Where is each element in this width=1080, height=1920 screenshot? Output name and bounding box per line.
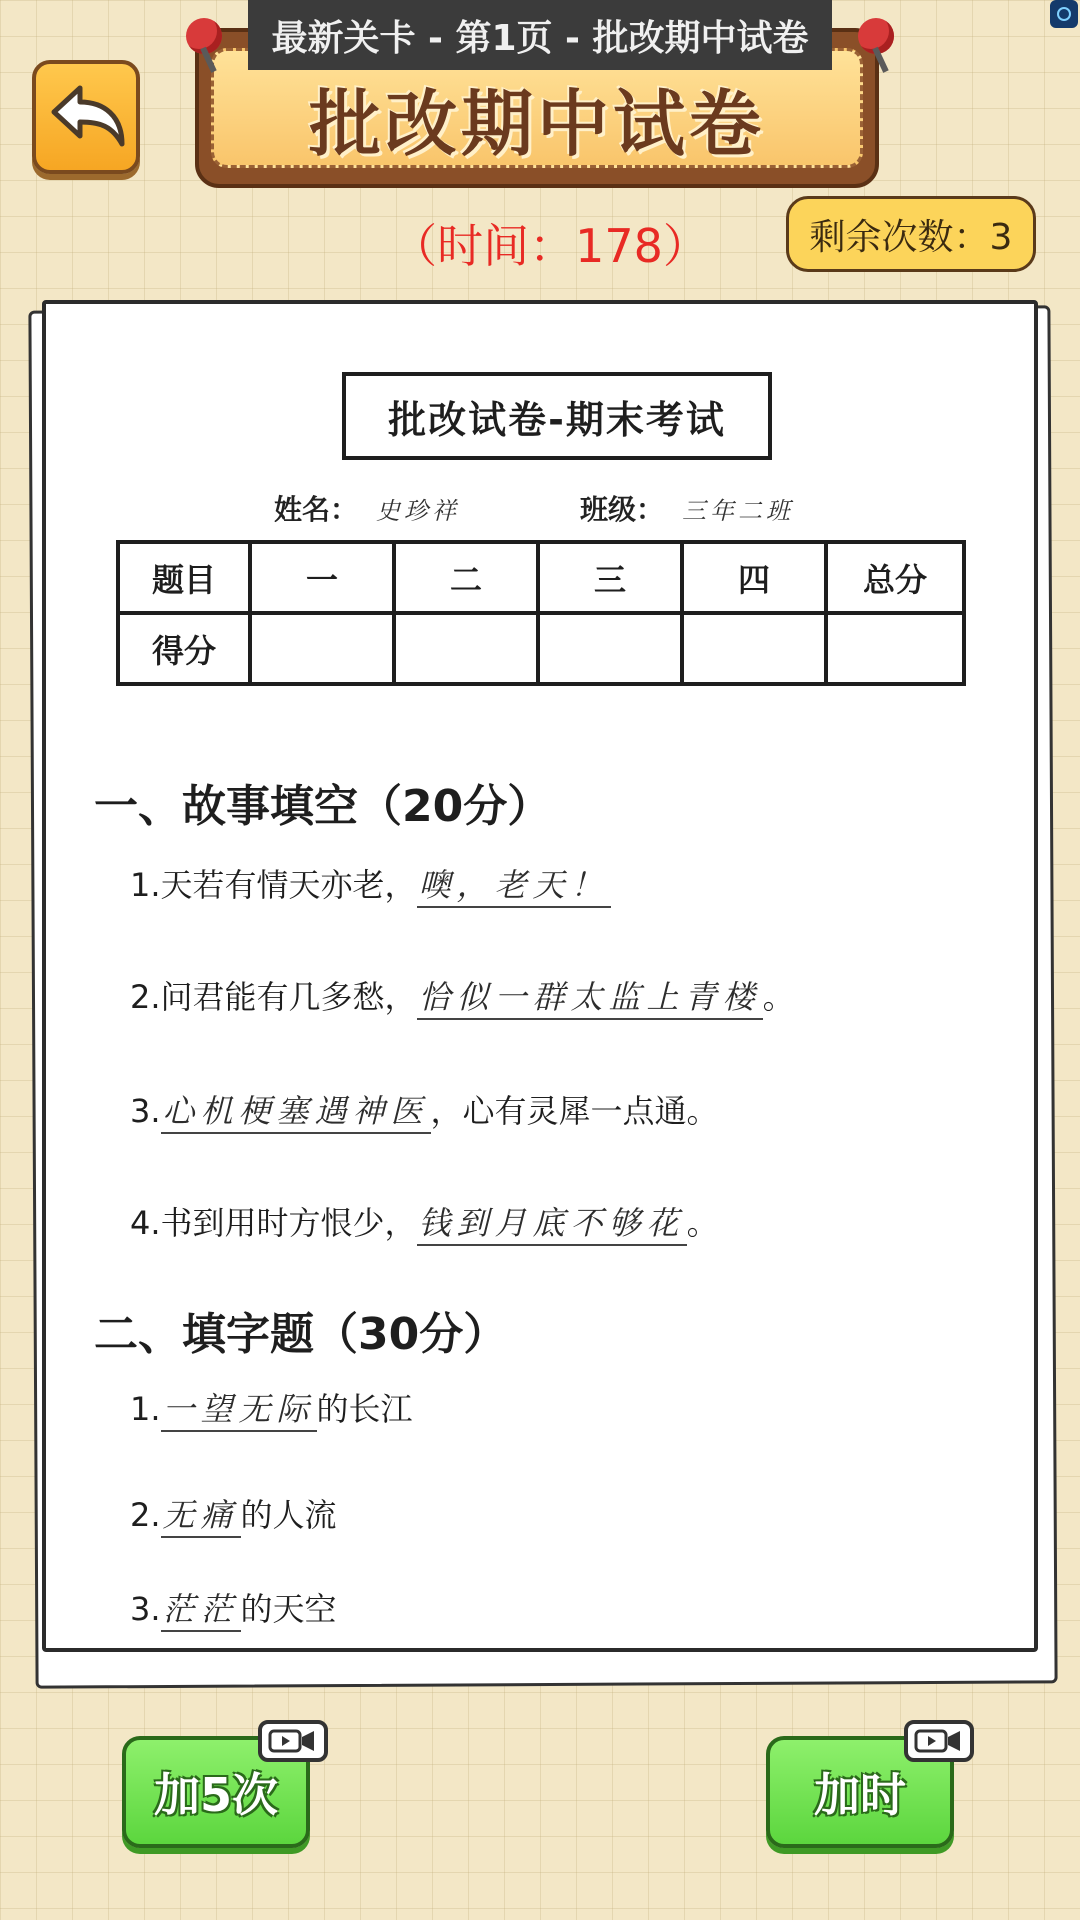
question-text: 。 xyxy=(686,1204,719,1242)
table-header-cell: 二 xyxy=(394,542,538,613)
table-header-cell: 题目 xyxy=(118,542,250,613)
question-text: 的人流 xyxy=(240,1496,337,1534)
question-text: 1. xyxy=(130,1390,161,1428)
question-text: 4.书到用时方恨少， xyxy=(130,1204,417,1242)
app-badge-icon xyxy=(1050,0,1078,28)
question-text: 2. xyxy=(130,1496,161,1534)
pin-left-icon xyxy=(186,18,222,54)
answer-text[interactable]: 噢，老天！ xyxy=(417,866,611,908)
question-item xyxy=(130,1490,337,1536)
video-camera-icon xyxy=(258,1720,328,1762)
answer-text[interactable]: 恰似一群太监上青楼 xyxy=(417,978,763,1020)
question-text: 。 xyxy=(762,978,795,1016)
question-item xyxy=(130,972,795,1018)
score-cell[interactable] xyxy=(682,613,826,684)
class-label: 班级： xyxy=(580,493,665,526)
table-header-cell: 一 xyxy=(250,542,394,613)
score-cell[interactable] xyxy=(538,613,682,684)
answer-text[interactable]: 心机梗塞遇神医 xyxy=(161,1092,431,1134)
video-camera-icon xyxy=(904,1720,974,1762)
class-value[interactable]: 三年二班 xyxy=(682,497,795,525)
score-cell[interactable] xyxy=(250,613,394,684)
page-title: 批改期中试卷 xyxy=(308,82,765,166)
question-text: 1.天若有情天亦老， xyxy=(130,866,417,904)
score-row-label: 得分 xyxy=(118,613,250,684)
answer-text[interactable]: 钱到月底不够花 xyxy=(417,1204,687,1246)
section-title: 二、填字题（30分） xyxy=(94,1309,508,1360)
question-text: 的天空 xyxy=(240,1590,337,1628)
answer-text[interactable]: 一望无际 xyxy=(161,1390,317,1432)
question-text: ，心有灵犀一点通。 xyxy=(430,1092,719,1130)
name-value[interactable]: 史珍祥 xyxy=(376,497,461,525)
name-label: 姓名： xyxy=(274,493,359,526)
table-row xyxy=(118,542,964,613)
table-row xyxy=(118,613,964,684)
level-banner: 最新关卡 - 第1页 - 批改期中试卷 xyxy=(248,0,832,70)
question-item xyxy=(130,1384,413,1430)
question-item xyxy=(130,1584,337,1630)
answer-text[interactable]: 茫茫 xyxy=(161,1590,241,1632)
answer-text[interactable]: 无痛 xyxy=(161,1496,241,1538)
score-cell[interactable] xyxy=(394,613,538,684)
question-text: 3. xyxy=(130,1590,161,1628)
score-table xyxy=(116,540,966,686)
back-arrow-icon xyxy=(44,82,128,152)
question-item xyxy=(130,1198,719,1244)
question-text: 的长江 xyxy=(316,1390,413,1428)
question-item xyxy=(130,1086,719,1132)
exam-paper xyxy=(42,300,1038,1652)
table-header-cell: 总分 xyxy=(826,542,964,613)
exam-title: 批改试卷-期末考试 xyxy=(342,372,772,460)
question-item xyxy=(130,860,611,906)
add-time-button[interactable]: 加时 xyxy=(766,1736,954,1848)
pin-right-icon xyxy=(858,18,894,54)
score-cell[interactable] xyxy=(826,613,964,684)
student-name xyxy=(274,488,460,528)
table-header-cell: 四 xyxy=(682,542,826,613)
timer-text: （时间：178） xyxy=(391,219,709,273)
student-class xyxy=(580,488,794,528)
remaining-count: 剩余次数：3 xyxy=(786,196,1036,272)
back-button[interactable] xyxy=(32,60,140,174)
add-times-button[interactable]: 加5次 xyxy=(122,1736,310,1848)
question-text: 3. xyxy=(130,1092,161,1130)
question-text: 2.问君能有几多愁， xyxy=(130,978,417,1016)
section-title: 一、故事填空（20分） xyxy=(94,781,552,832)
exam-content xyxy=(94,732,994,1628)
table-header-cell: 三 xyxy=(538,542,682,613)
